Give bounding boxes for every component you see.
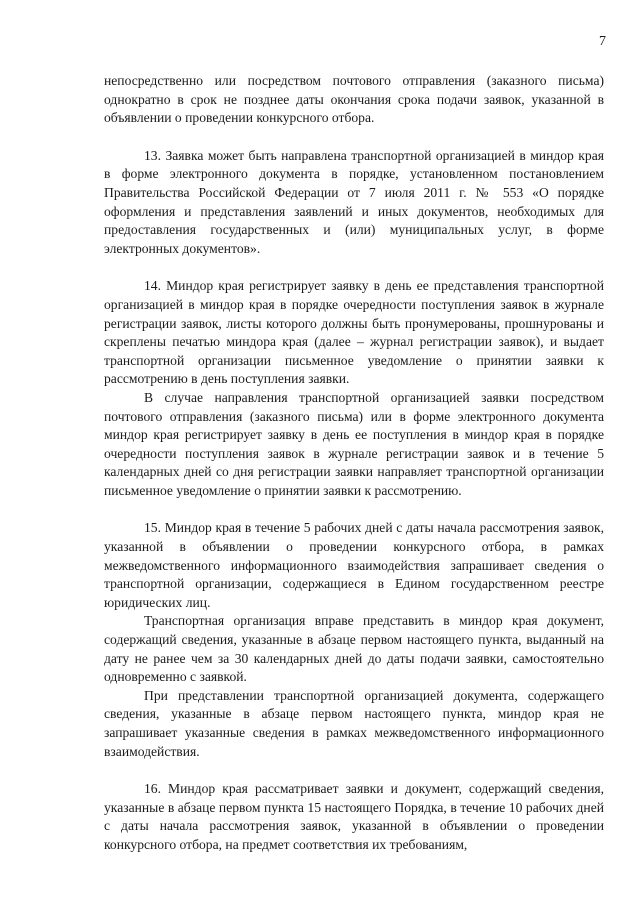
- paragraph-item-14-postal: В случае направления транспортной организацией заявки посредством почтового отправления (заказного письма) или в форме электронного документа миндор края регистрирует заявку в день ее поступления в миндор края в порядке очередности поступления заявок в журнале регистрации заявок и в течение 5 календарных дней со дня регистрации заявки направляет транспортной организации письменное уведомление о принятии заявки к рассмотрению.: [104, 389, 604, 498]
- paragraph-item-13: 13. Заявка может быть направлена транспортной организацией в миндор края в форме электронного документа в порядке, установленном постановлением Правительства Российской Федерации от 7 июля 2011 г. № 553 «О порядке оформления и представления заявлений и иных документов, необходимых для предоставления государственных и (или) муниципальных услуг, в форме электронных документов».: [104, 147, 604, 256]
- paragraph-item-15-no-request: При представлении транспортной организацией документа, содержащего сведения, указанные в абзаце первом настоящего пункта, миндор края не запрашивает указанные сведения в рамках межведомственного информационного взаимодействия.: [104, 687, 604, 759]
- paragraph-item-16: 16. Миндор края рассматривает заявки и документ, содержащий сведения, указанные в абзаце первом пункта 15 настоящего Порядка, в течение 10 рабочих дней с даты начала рассмотрения заявок, указанной в объявлении о проведении конкурсного отбора, на предмет соответствия их требованиям,: [104, 781, 604, 852]
- page-number: 7: [599, 34, 606, 49]
- paragraph-item-14: 14. Миндор края регистрирует заявку в день ее представления транспортной организацией в миндор края в порядке очередности поступления заявок в журнале регистрации заявок, листы которого должны быть пронумерованы, прошнурованы и скреплены печатью миндора края (далее – журнал регистрации заявок), и выдает транспортной организации письменное уведомление о принятии заявки к рассмотрению в день поступления заявки.: [104, 278, 604, 387]
- document-body: [104, 72, 604, 855]
- paragraph-item-15: 15. Миндор края в течение 5 рабочих дней с даты начала рассмотрения заявок, указанной в объявлении о проведении конкурсного отбора, в рамках межведомственного информационного взаимодействия запрашивает сведения о транспортной организации, содержащиеся в Едином государственном реестре юридических лиц.: [104, 520, 604, 610]
- paragraph-item-15-right: Транспортная организация вправе представить в миндор края документ, содержащий сведения, указанные в абзаце первом настоящего пункта, выданный на дату не ранее чем за 30 календарных дней до даты подачи заявки, самостоятельно одновременно с заявкой.: [104, 613, 604, 685]
- paragraph-continuation: непосредственно или посредством почтового отправления (заказного письма) однократно в срок не позднее даты окончания срока подачи заявок, указанной в объявлении о проведении конкурсного отбора.: [104, 73, 604, 126]
